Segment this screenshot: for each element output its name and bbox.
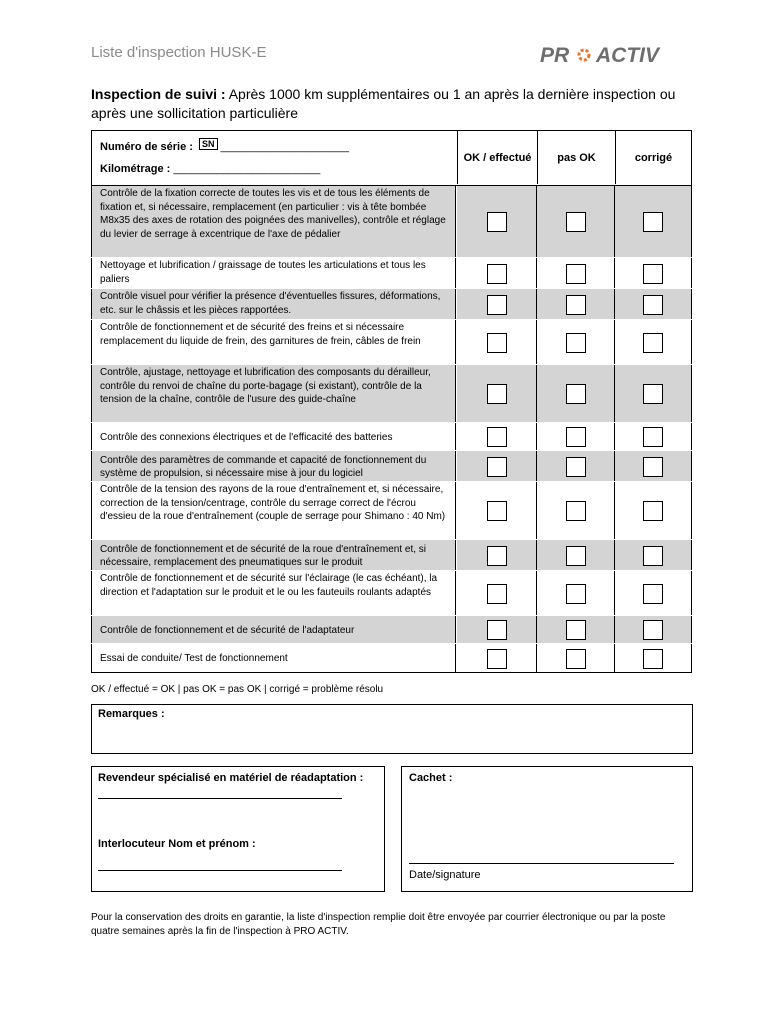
not-ok-checkbox[interactable] <box>566 620 586 640</box>
not-ok-checkbox[interactable] <box>566 649 586 669</box>
inspection-item-text: Contrôle visuel pour vérifier la présence d'éventuelles fissures, déformations, etc. sur le châssis et les pièces rapportées. <box>91 289 456 320</box>
table-row <box>91 644 692 673</box>
corrected-checkbox[interactable] <box>643 264 663 284</box>
check-cell <box>537 482 615 540</box>
table-row <box>91 289 692 320</box>
mileage-label: Kilométrage : <box>100 163 171 175</box>
table-row <box>91 540 692 571</box>
table-row <box>91 451 692 482</box>
inspection-item-text: Nettoyage et lubrification / graissage de toutes les articulations et tous les paliers <box>91 258 456 289</box>
corrected-checkbox[interactable] <box>643 501 663 521</box>
table-row <box>91 365 692 423</box>
inspection-item-text: Contrôle de fonctionnement et de sécurité des freins et si nécessaire remplacement du liquide de frein, des garnitures de frein, câbles de frein <box>91 320 456 365</box>
corrected-checkbox[interactable] <box>643 620 663 640</box>
table-row <box>91 258 692 289</box>
document-title: Liste d'inspection HUSK-E <box>91 44 267 61</box>
check-cell <box>615 616 692 644</box>
check-cell <box>615 540 692 571</box>
check-cell <box>537 540 615 571</box>
inspection-item-text: Essai de conduite/ Test de fonctionnement <box>91 644 456 673</box>
check-cell <box>537 258 615 289</box>
inspection-item-text: Contrôle de fonctionnement et de sécurité de la roue d'entraînement et, si nécessaire, remplacement des pneumatiques sur le produit <box>91 540 456 571</box>
check-cell <box>457 540 537 571</box>
dealer-label: Revendeur spécialisé en matériel de réadaptation : <box>98 772 364 784</box>
ok-checkbox[interactable] <box>487 649 507 669</box>
corrected-checkbox[interactable] <box>643 546 663 566</box>
check-cell <box>457 320 537 365</box>
stamp-box[interactable] <box>401 766 693 892</box>
not-ok-checkbox[interactable] <box>566 584 586 604</box>
remarks-label: Remarques : <box>98 708 165 720</box>
ok-checkbox[interactable] <box>487 546 507 566</box>
check-cell <box>457 482 537 540</box>
ok-checkbox[interactable] <box>487 584 507 604</box>
ok-checkbox[interactable] <box>487 333 507 353</box>
not-ok-checkbox[interactable] <box>566 384 586 404</box>
dealer-signature-line <box>98 798 342 799</box>
ok-checkbox[interactable] <box>487 457 507 477</box>
not-ok-checkbox[interactable] <box>566 295 586 315</box>
ok-checkbox[interactable] <box>487 620 507 640</box>
corrected-checkbox[interactable] <box>643 212 663 232</box>
check-cell <box>615 289 692 320</box>
check-cell <box>457 571 537 616</box>
column-corrected: corrigé <box>634 151 673 164</box>
not-ok-checkbox[interactable] <box>566 264 586 284</box>
check-cell <box>615 320 692 365</box>
corrected-checkbox[interactable] <box>643 333 663 353</box>
check-cell <box>537 289 615 320</box>
corrected-checkbox[interactable] <box>643 384 663 404</box>
not-ok-checkbox[interactable] <box>566 212 586 232</box>
inspection-item-text: Contrôle de fonctionnement et de sécurité sur l'éclairage (le cas échéant), la direction et l'adaptation sur le produit et le ou les fauteuils roulants adaptés <box>91 571 456 616</box>
inspection-table <box>91 130 692 677</box>
inspection-item-text: Contrôle des paramètres de commande et capacité de fonctionnement du système de propulsion, si nécessaire mise à jour du logiciel <box>91 451 456 482</box>
subtitle-text: Après 1000 km supplémentaires ou 1 an après la dernière inspection ou après une sollicitation particulière <box>91 86 676 121</box>
ok-checkbox[interactable] <box>487 384 507 404</box>
not-ok-checkbox[interactable] <box>566 427 586 447</box>
check-cell <box>615 644 692 673</box>
table-row <box>91 616 692 644</box>
legend: OK / effectué = OK | pas OK = pas OK | corrigé = problème résolu <box>91 684 384 695</box>
inspection-item-text: Contrôle de la tension des rayons de la roue d'entraînement et, si nécessaire, correction de la tension/centrage, contrôle du serrage correct de l'écrou d'essieu de la roue d'entraînement (couple de serrage pour Shimano : 40 Nm) <box>91 482 456 540</box>
corrected-checkbox[interactable] <box>643 649 663 669</box>
corrected-checkbox[interactable] <box>643 457 663 477</box>
column-ok: OK / effectué <box>458 131 538 184</box>
check-cell <box>457 644 537 673</box>
check-cell <box>615 186 692 258</box>
inspection-item-text: Contrôle, ajustage, nettoyage et lubrification des composants du dérailleur, contrôle du renvoi de chaîne du porte-bagage (si existant), contrôle de la tension de la chaîne, contrôle de l'usure des guide-chaîne <box>91 365 456 423</box>
ok-checkbox[interactable] <box>487 427 507 447</box>
corrected-checkbox[interactable] <box>643 295 663 315</box>
inspection-item-text: Contrôle de fonctionnement et de sécurité de l'adaptateur <box>91 616 456 644</box>
check-cell <box>457 423 537 451</box>
check-cell <box>537 571 615 616</box>
corrected-checkbox[interactable] <box>643 427 663 447</box>
svg-text:ACTIV: ACTIV <box>596 44 659 67</box>
stamp-label: Cachet : <box>409 772 453 784</box>
mileage-line: ________________________ <box>173 163 321 175</box>
check-cell <box>615 258 692 289</box>
check-cell <box>537 451 615 482</box>
inspection-subtitle <box>91 85 691 123</box>
table-header <box>91 130 692 186</box>
check-cell <box>537 616 615 644</box>
check-cell <box>615 365 692 423</box>
check-cell <box>537 365 615 423</box>
serial-number-field[interactable] <box>100 141 349 153</box>
check-cell <box>537 423 615 451</box>
table-row <box>91 571 692 616</box>
check-cell <box>457 186 537 258</box>
ok-checkbox[interactable] <box>487 295 507 315</box>
date-signature-line <box>409 863 674 864</box>
not-ok-checkbox[interactable] <box>566 501 586 521</box>
check-cell <box>615 571 692 616</box>
table-row <box>91 186 692 258</box>
contact-name-line <box>98 870 342 871</box>
table-row <box>91 320 692 365</box>
not-ok-checkbox[interactable] <box>566 333 586 353</box>
check-cell <box>457 616 537 644</box>
proactiv-logo <box>540 41 690 69</box>
check-cell <box>615 451 692 482</box>
check-cell <box>457 365 537 423</box>
contact-name-label: Interlocuteur Nom et prénom : <box>98 838 256 850</box>
subtitle-bold: Inspection de suivi : <box>91 86 226 102</box>
header-id-block <box>92 131 458 184</box>
warranty-note: Pour la conservation des droits en garantie, la liste d'inspection remplie doit être envoyée par courrier électronique ou par la poste quatre semaines après la fin de l'inspection à PRO ACTIV. <box>91 912 666 937</box>
serial-line: _____________________ <box>220 141 350 153</box>
check-cell <box>457 451 537 482</box>
mileage-field[interactable] <box>100 163 320 175</box>
check-cell <box>537 644 615 673</box>
not-ok-checkbox[interactable] <box>566 546 586 566</box>
check-cell <box>615 423 692 451</box>
check-cell <box>615 482 692 540</box>
serial-label: Numéro de série : <box>100 141 193 153</box>
ok-checkbox[interactable] <box>487 212 507 232</box>
corrected-checkbox[interactable] <box>643 584 663 604</box>
svg-text:PR: PR <box>540 44 570 67</box>
check-cell <box>457 258 537 289</box>
table-row <box>91 482 692 540</box>
row-divider <box>91 672 692 673</box>
sn-box: SN <box>199 138 218 150</box>
date-signature-label: Date/signature <box>409 869 481 881</box>
table-row <box>91 423 692 451</box>
inspection-item-text: Contrôle de la fixation correcte de toutes les vis et de tous les éléments de fixation et, si nécessaire, remplacement (en particulier : vis à tête bombée M8x35 des axes de rotation des poignées des manivelles), contrôle et réglage du levier de serrage à excentrique de l'axe de pédalier <box>91 186 456 258</box>
ok-checkbox[interactable] <box>487 264 507 284</box>
not-ok-checkbox[interactable] <box>566 457 586 477</box>
dealer-box[interactable] <box>91 766 385 892</box>
check-cell <box>457 289 537 320</box>
check-cell <box>537 186 615 258</box>
remarks-box[interactable] <box>91 704 693 754</box>
column-not-ok: pas OK <box>538 131 616 184</box>
inspection-item-text: Contrôle des connexions électriques et de l'efficacité des batteries <box>91 423 456 451</box>
ok-checkbox[interactable] <box>487 501 507 521</box>
check-cell <box>537 320 615 365</box>
